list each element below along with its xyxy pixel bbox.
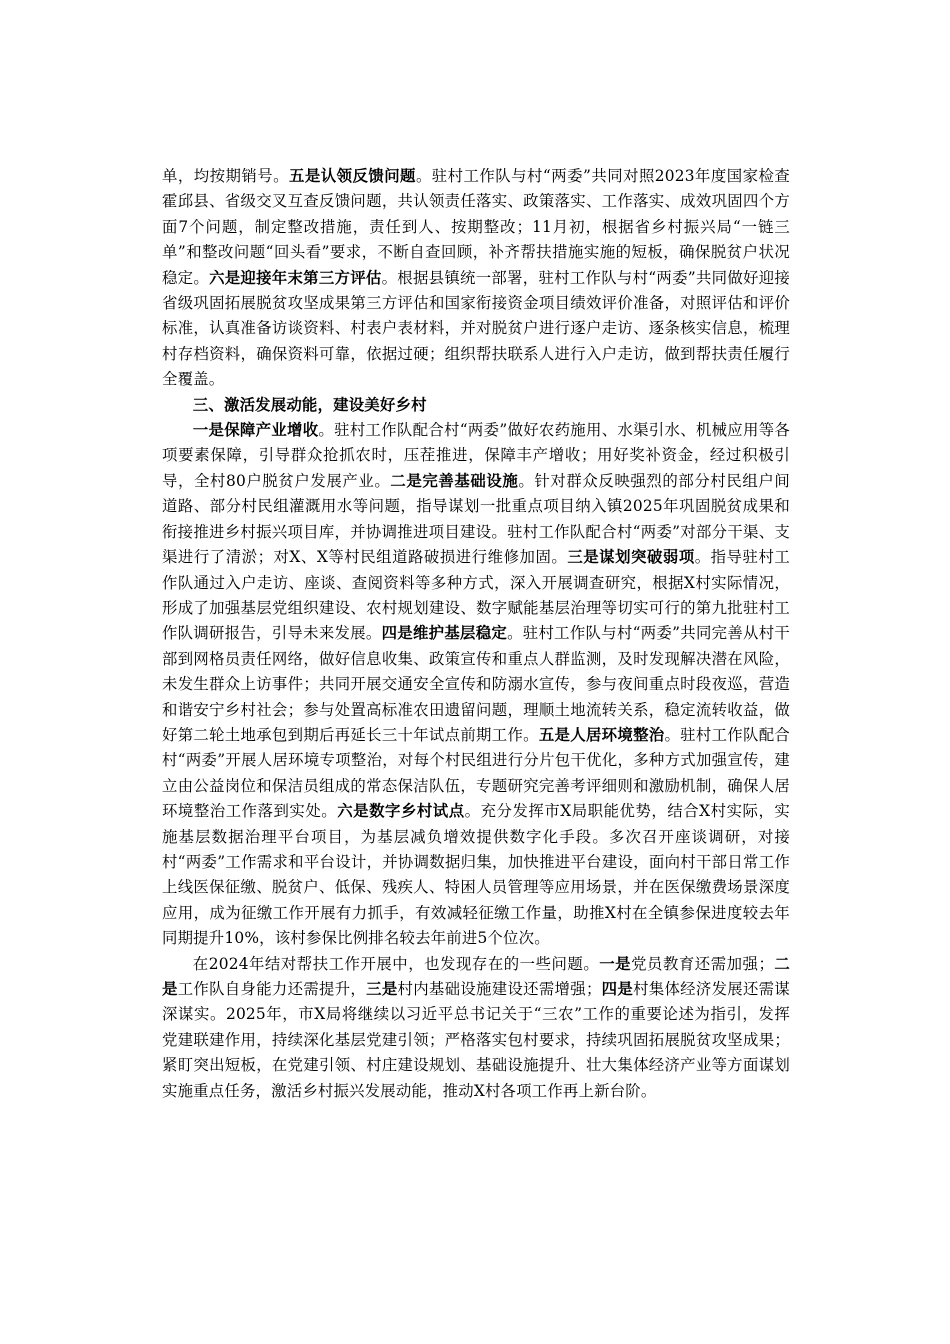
- bold-lead-6: 六是迎接年末第三方评估: [209, 268, 382, 287]
- bold-problem-1: 一是: [599, 954, 632, 973]
- bold-lead-6b: 六是数字乡村试点: [337, 802, 465, 821]
- section-heading-3: 三、激活发展动能，建设美好乡村: [192, 395, 427, 414]
- bold-lead-2: 二是完善基础设施: [390, 471, 519, 490]
- bold-problem-4: 四是: [601, 980, 634, 998]
- paragraph-development: 一是保障产业增收。驻村工作队配合村“两委”做好农药施用、水渠引水、机械应用等各项要素保障，引导群众抢抓农时，压茬推进，保障丰产增收；用好奖补资金，经过积极引导，全村80户脱贫户发展产业。二是完善基础设施。针对群众反映强烈的部分村民组户间道路、部分村民组灌溉用水等问题，指导谋划一批重点项目纳入镇2025年巩固脱贫成果和衔接推进乡村振兴项目库，并协调推进项目建设。驻村工作队配合村“两委”对部分干渠、支渠进行了清淤；对X、X等村民组道路破损进行维修加固。三是谋划突破弱项。指导驻村工作队通过入户走访、座谈、查阅资料等多种方式，深入开展调查研究，根据X村实际情况，形成了加强基层党组织建设、农村规划建设、数字赋能基层治理等切实可行的第九批驻村工作队调研报告，引导未来发展。四是维护基层稳定。驻村工作队与村“两委”共同完善从村干部到网格员责任网络，做好信息收集、政策宣传和重点人群监测，及时发现解决潜在风险，未发生群众上访事件；共同开展交通安全宣传和防溺水宣传，参与夜间重点时段夜巡，营造和谐安宁乡村社会；参与处置高标准农田遗留问题，理顺土地流转关系，稳定流转收益，做好第二轮土地承包到期后再延长三十年试点前期工作。五是人居环境整治。驻村工作队配合村“两委”开展人居环境专项整治，对每个村民组进行分片包干优化，多种方式加强宣传，建立由公益岗位和保洁员组成的常态保洁队伍，专题研究完善考评细则和激励机制，确保人居环境整治工作落到实处。六是数字乡村试点。充分发挥市X局职能优势，结合X村实际，实施基层数据治理平台项目，为基层减负增效提供数字化手段。多次召开座谈调研，对接村“两委”工作需求和平台设计，并协调数据归集，加快推进平台建设，面向村干部日常工作上线医保征缴、脱贫户、低保、残疾人、特困人员管理等应用场景，并在医保缴费场景深度应用，成为征缴工作开展有力抓手，有效减轻征缴工作量，助推X村在全镇参保进度较去年同期提升10%，该村参保比例排名较去年前进5个位次。: [162, 421, 791, 948]
- bold-problem-3: 三是: [366, 980, 398, 998]
- bold-lead-4: 四是维护基层稳定: [381, 624, 508, 643]
- paragraph-problems: 在2024年结对帮扶工作开展中，也发现存在的一些问题。一是党员教育还需加强；二是工作队自身能力还需提升，三是村内基础设施建设还需增强；四是村集体经济发展还需谋深谋实。2025年，市X局将继续以习近平总书记关于“三农”工作的重要论述为指引，发挥党建联建作用，持续深化基层党建引领；严格落实包村要求，持续巩固拓展脱贫攻坚成果；紧盯突出短板，在党建引领、村庄建设规划、基础设施提升、壮大集体经济产业等方面谋划实施重点任务，激活乡村振兴发展动能，推动X村各项工作再上新台阶。: [162, 954, 790, 1100]
- bold-lead-5b: 五是人居环境整治: [538, 725, 665, 744]
- document-page: [162, 164, 790, 1104]
- bold-lead-1: 一是保障产业增收: [192, 421, 319, 440]
- bold-lead-5: 五是认领反馈问题: [288, 167, 416, 185]
- paragraph-verification: 单，均按期销号。五是认领反馈问题。驻村工作队与村“两委”共同对照2023年度国家检查霍邱县、省级交叉互查反馈问题，共认领责任落实、政策落实、工作落实、成效巩固四个方面7个问题，制定整改措施，责任到人、按期整改；11月初，根据省乡村振兴局“一链三单”和整改问题“回头看”要求，不断自查回顾，补齐帮扶措施实施的短板，确保脱贫户状况稳定。六是迎接年末第三方评估。根据县镇统一部署，驻村工作队与村“两委”共同做好迎接省级巩固拓展脱贫攻坚成果第三方评估和国家衔接资金项目绩效评价准备，对照评估和评价标准，认真准备访谈资料、村表户表材料，并对脱贫户进行逐户走访、逐条核实信息，梳理村存档资料，确保资料可靠，依据过硬；组织帮扶联系人进行入户走访，做到帮扶责任履行全覆盖。: [162, 167, 790, 389]
- bold-problem-2: 二是: [162, 954, 790, 998]
- bold-lead-3: 三是谋划突破弱项: [567, 548, 695, 567]
